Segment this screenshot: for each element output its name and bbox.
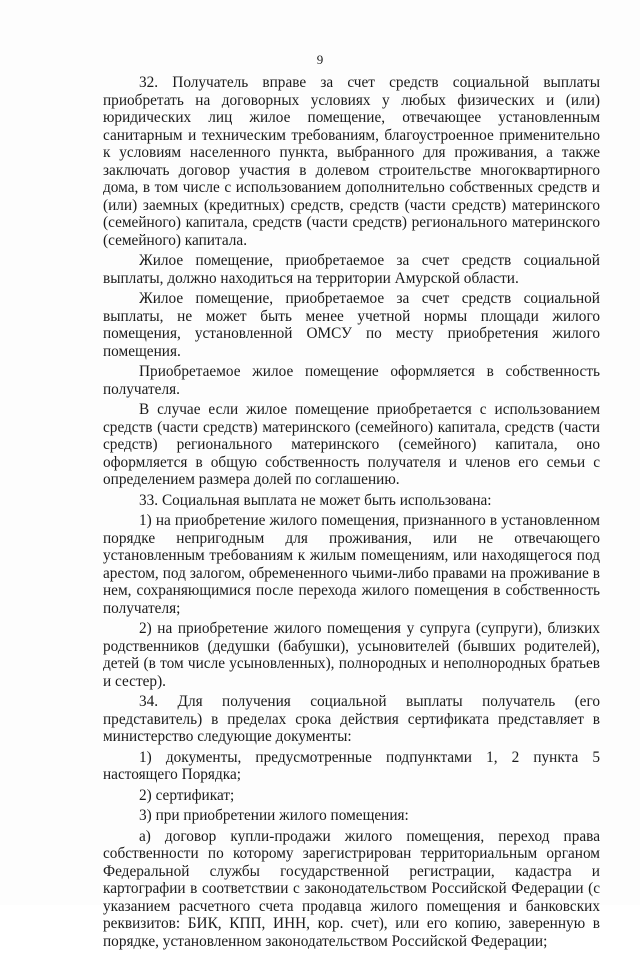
paragraph-ownership: Приобретаемое жилое помещение оформляется в собственность получателя. [103, 363, 600, 398]
page-number: 9 [316, 52, 324, 67]
paragraph-33-item-1: 1) на приобретение жилого помещения, признанного в установленном порядке непригодным для проживания, или не отвечающего установленным требованиям к жилым помещениям, или находящегося под арестом, под залогом, обремененного чьими-либо правами на проживание в нем, сохраняющимися после перехода жилого помещения в собственность получателя; [103, 512, 600, 617]
paragraph-34-item-1: 1) документы, предусмотренные подпунктами 1, 2 пункта 5 настоящего Порядка; [103, 748, 600, 783]
paragraph-area-requirement: Жилое помещение, приобретаемое за счет средств социальной выплаты, не может быть менее учетной нормы площади жилого помещения, установленной ОМСУ по месту приобретения жилого помещения. [103, 290, 600, 360]
paragraph-shared-ownership: В случае если жилое помещение приобретается с использованием средств (части средств) материнского (семейного) капитала, средств (части средств) регионального материнского (семейного) капитала, оно оформляется в общую собственность получателя и членов его семьи с определением размера долей по соглашению. [103, 401, 600, 488]
paragraph-33: 33. Социальная выплата не может быть использована: [139, 491, 492, 509]
paragraph-33-item-2: 2) на приобретение жилого помещения у супруга (супруги), близких родственников (дедушки (бабушки), усыновителей (бывших родителей), детей (в том числе усыновленных), полнородных и неполнородных братьев и сестер). [103, 620, 600, 690]
paragraph-location-requirement: Жилое помещение, приобретаемое за счет средств социальной выплаты, должно находиться на территории Амурской области. [103, 252, 600, 287]
paragraph-34-item-3a: а) договор купли-продажи жилого помещения, переход права собственности по которому зарегистрирован территориальным органом Федеральной службы государственной регистрации, кадастра и картографии в соответствии с законодательством Российской Федерации (с указанием расчетного счета продавца жилого помещения и банковских реквизитов: БИК, КПП, ИНН, кор. счет), или его копию, заверенную в порядке, установленном законодательством Российской Федерации; [103, 827, 600, 950]
paragraph-34-item-2: 2) сертификат; [139, 786, 235, 804]
paragraph-34-item-3: 3) при приобретении жилого помещения: [139, 807, 409, 824]
document-body [103, 74, 600, 953]
paragraph-34: 34. Для получения социальной выплаты получатель (его представитель) в пределах срока действия сертификата представляет в министерство следующие документы: [103, 693, 600, 745]
paragraph-32: 32. Получатель вправе за счет средств социальной выплаты приобретать на договорных условиях у любых физических и (или) юридических лиц жилое помещение, отвечающее установленным санитарным и техническим требованиям, благоустроенное применительно к условиям населенного пункта, выбранного для проживания, а также заключать договор участия в долевом строительстве многоквартирного дома, в том числе с использованием дополнительно собственных средств и (или) заемных (кредитных) средств, средств (части средств) материнского (семейного) капитала, средств (части средств) регионального материнского (семейного) капитала. [103, 74, 600, 249]
